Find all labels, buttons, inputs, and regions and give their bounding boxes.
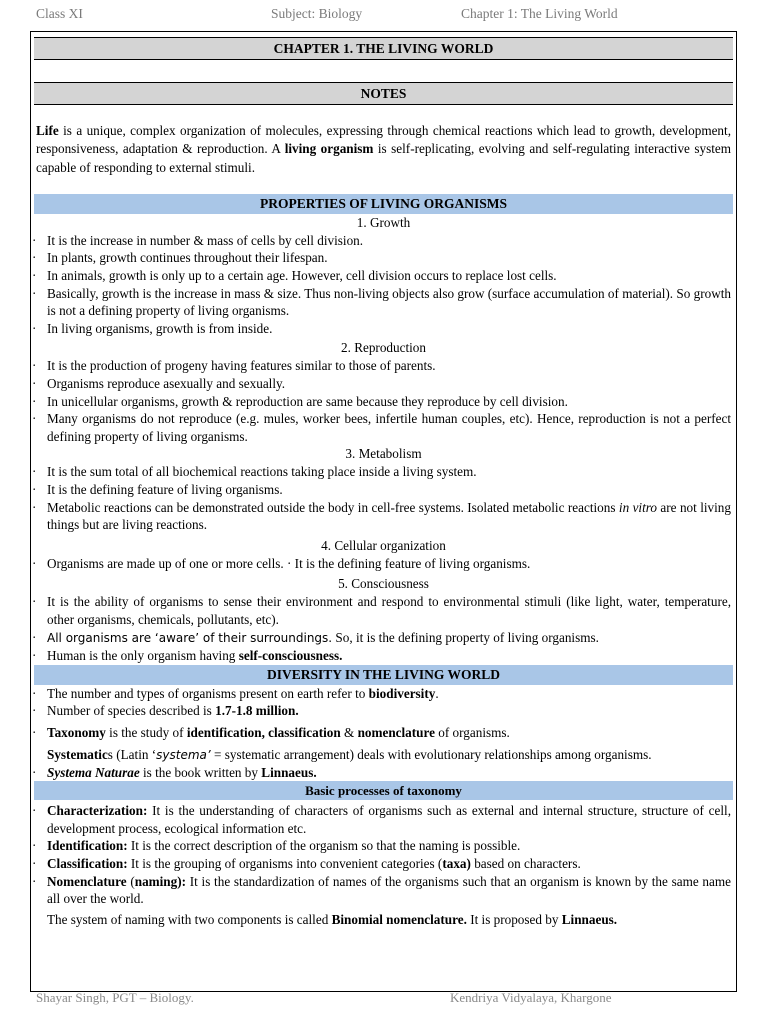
header-class: Class XI [36,6,83,21]
notes-heading: NOTES [34,82,733,105]
living-organism-term: living organism [284,141,374,157]
diversity-heading: DIVERSITY IN THE LIVING WORLD [34,665,733,685]
list-item: · Organisms reproduce asexually and sexually. [34,375,733,393]
list-item: · It is the sum total of all biochemical reactions taking place inside a living system. [34,463,733,481]
list-item: · Organisms are made up of one or more cells. · It is the defining feature of living organisms. [34,555,733,573]
list-item: · Classification: It is the grouping of organisms into convenient categories (taxa) based on characters. [34,855,733,873]
diversity-list [34,685,733,742]
consciousness-list [34,593,733,664]
properties-heading: PROPERTIES OF LIVING ORGANISMS [34,194,733,214]
list-item: · In unicellular organisms, growth & reproduction are same because they reproduce by cell division. [34,393,733,411]
consciousness-title: 5. Consciousness [338,576,429,592]
footer-author: Shayar Singh, PGT – Biology. [36,990,194,1005]
list-item: · It is the ability of organisms to sense their environment and respond to environmental stimuli (like light, water, temperature, other organisms, chemicals, pollutants, etc). [34,593,733,628]
list-item: · It is the production of progeny having features similar to those of parents. [34,357,733,375]
footer-school: Kendriya Vidyalaya, Khargone [450,990,612,1005]
list-item: · Basically, growth is the increase in mass & size. Thus non-living objects also grow (surface accumulation of material). So growth is not a defining property of living organisms. [34,285,733,320]
list-item: · It is the increase in number & mass of cells by cell division. [34,232,733,250]
list-item: · Taxonomy is the study of identification, classification & nomenclature of organisms. [34,724,733,742]
list-item: · Identification: It is the correct description of the organism so that the naming is possible. [34,837,733,855]
growth-title: 1. Growth [356,214,411,230]
page-frame [30,31,737,992]
header-subject: Subject: Biology [271,6,363,21]
list-item: · Human is the only organism having self-consciousness. [34,647,733,665]
list-item: · The number and types of organisms present on earth refer to biodiversity. [34,685,733,703]
taxonomy-heading: Basic processes of taxonomy [34,781,733,800]
list-item: · All organisms are ‘aware’ of their surroundings. So, it is the defining property of living organisms. [34,629,733,648]
page-header [0,6,768,24]
list-item: · In animals, growth is only up to a certain age. However, cell division occurs to replace lost cells. [34,267,733,285]
page-footer [0,990,768,1010]
binomial-line: The system of naming with two components is called Binomial nomenclature. It is proposed by Linnaeus. [47,911,618,927]
list-item: · In plants, growth continues throughout their lifespan. [34,249,733,267]
metabolism-list [34,463,733,533]
list-item: · Number of species described is 1.7-1.8 million. [34,702,733,720]
list-item: · It is the defining feature of living organisms. [34,481,733,499]
life-term: Life [36,123,59,138]
list-item: · Characterization: It is the understanding of characters of organisms such as external and internal structure, structure of cell, development process, ecological information etc. [34,802,733,837]
diversity-list-2 [34,764,733,782]
list-item: · Systema Naturae is the book written by Linnaeus. [34,764,733,782]
cellular-title: 4. Cellular organization [321,537,446,553]
list-item: · Nomenclature (naming): It is the standardization of names of the organisms such that an organism is known by the same name all over the world. [34,873,733,908]
list-item: · In living organisms, growth is from inside. [34,320,733,338]
reproduction-title: 2. Reproduction [341,340,426,356]
list-item: · Metabolic reactions can be demonstrated outside the body in cell-free systems. Isolated metabolic reactions in vitro are not living things but are living reactions. [34,499,733,534]
metabolism-title: 3. Metabolism [345,446,422,462]
chapter-title: CHAPTER 1. THE LIVING WORLD [34,37,733,60]
reproduction-list [34,357,733,445]
header-chapter: Chapter 1: The Living World [461,6,618,21]
intro-paragraph: Life is a unique, complex organization of molecules, expressing through chemical reactions which lead to growth, development, responsiveness, adaptation & reproduction. A living organism is self-replicating, evolving and self-regulating interactive system capable of responding to external stimuli. [36,123,731,175]
growth-list [34,232,733,338]
page-content [34,37,733,929]
systematics-line: Systematics (Latin ‘systema’ = systematic arrangement) deals with evolutionary relationships among organisms. [47,746,652,762]
taxonomy-list [34,802,733,908]
list-item: · Many organisms do not reproduce (e.g. mules, worker bees, infertile human couples, etc). Hence, reproduction is not a perfect defining property of living organisms. [34,410,733,445]
cellular-list [34,555,733,573]
